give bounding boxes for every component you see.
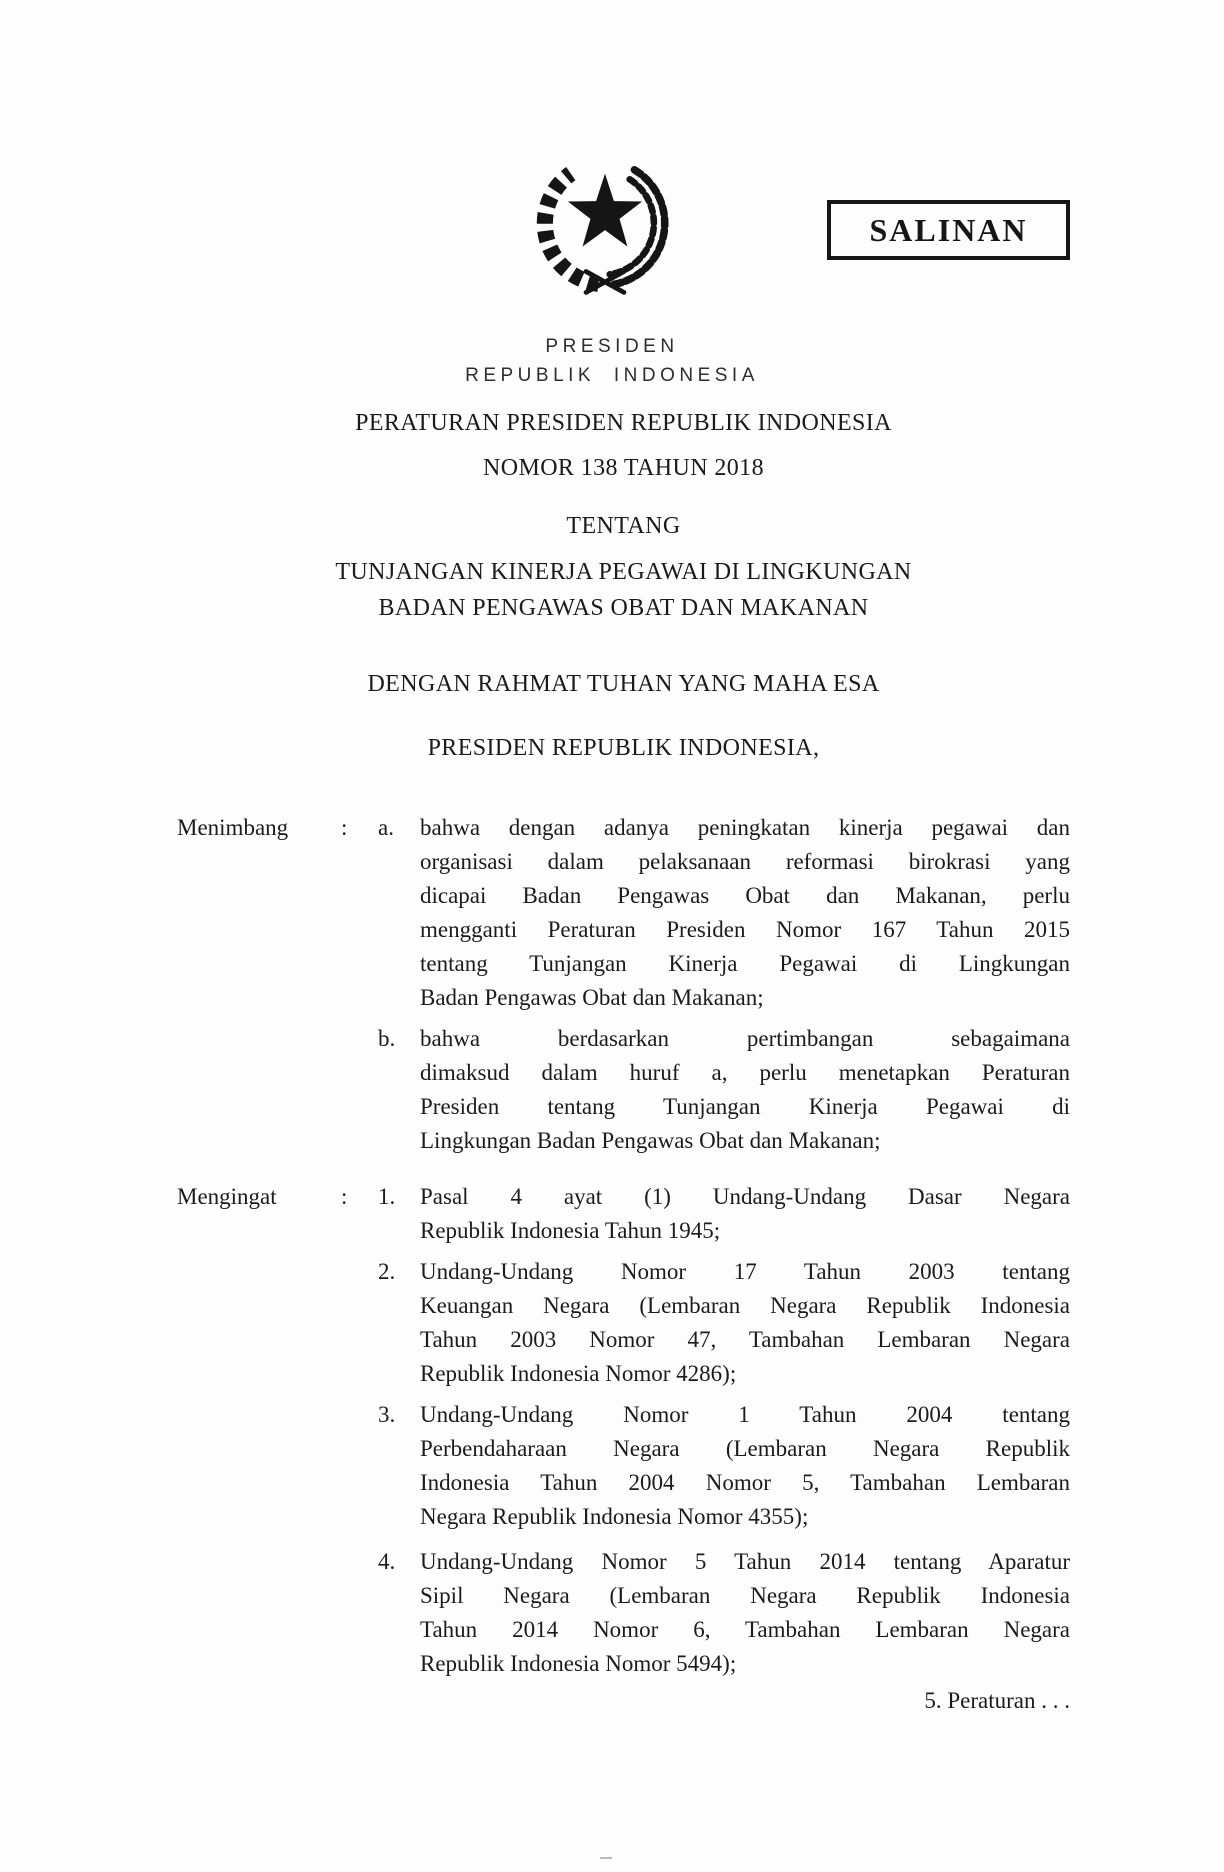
- item-text: [420, 811, 1070, 1015]
- item-marker: 2.: [378, 1259, 396, 1284]
- scan-artifact-mark: [600, 1857, 612, 1859]
- text-line: Negara Republik Indonesia Nomor 4355);: [420, 1504, 809, 1529]
- item-marker: 1.: [378, 1184, 396, 1209]
- letterhead-line1: PRESIDEN: [545, 336, 679, 357]
- text-line: Republik Indonesia Nomor 5494);: [420, 1651, 737, 1676]
- subject-line1: TUNJANGAN KINERJA PEGAWAI DI LINGKUNGAN: [335, 559, 912, 585]
- text-line: Badan Pengawas Obat dan Makanan;: [420, 985, 764, 1010]
- clause-items: [378, 1180, 1070, 1681]
- page-catchword: 5. Peraturan . . .: [924, 1688, 1070, 1713]
- text-line: Sipil Negara (Lembaran Negara Republik Indonesia: [420, 1583, 1070, 1608]
- regulation-title: PERATURAN PRESIDEN REPUBLIK INDONESIA: [355, 410, 892, 436]
- item-text: [420, 1180, 1070, 1248]
- presidential-seal-icon: [529, 146, 681, 302]
- text-line: organisasi dalam pelaksanaan reformasi birokrasi yang: [420, 849, 1070, 874]
- item-text: [420, 1255, 1070, 1391]
- regulation-number: NOMOR 138 TAHUN 2018: [483, 455, 764, 481]
- text-line: Undang-Undang Nomor 1 Tahun 2004 tentang: [420, 1402, 1070, 1427]
- text-line: Republik Indonesia Nomor 4286);: [420, 1361, 737, 1386]
- text-line: Tahun 2014 Nomor 6, Tambahan Lembaran Negara: [420, 1617, 1070, 1642]
- text-line: Pasal 4 ayat (1) Undang-Undang Dasar Negara: [420, 1184, 1070, 1209]
- clause-menimbang: [177, 811, 1070, 1158]
- text-line: dimaksud dalam huruf a, perlu menetapkan Peraturan: [420, 1060, 1070, 1085]
- invocation-line: DENGAN RAHMAT TUHAN YANG MAHA ESA: [367, 671, 880, 697]
- text-line: Indonesia Tahun 2004 Nomor 5, Tambahan Lembaran: [420, 1470, 1070, 1495]
- item-marker: a.: [378, 815, 394, 840]
- clause-label: Menimbang: [177, 815, 289, 840]
- star-icon: [568, 174, 642, 247]
- salinan-stamp: [827, 200, 1070, 260]
- text-line: Keuangan Negara (Lembaran Negara Republik Indonesia: [420, 1293, 1070, 1318]
- clause-label: Mengingat: [177, 1184, 277, 1209]
- list-item: [378, 1398, 1070, 1534]
- clauses-block: [177, 811, 1070, 1681]
- clause-items: [378, 811, 1070, 1158]
- item-text: [420, 1398, 1070, 1534]
- list-item: [378, 1180, 1070, 1248]
- letterhead: [0, 332, 1224, 390]
- text-line: bahwa berdasarkan pertimbangan sebagaimana: [420, 1026, 1070, 1051]
- text-line: mengganti Peraturan Presiden Nomor 167 Tahun 2015: [420, 917, 1070, 942]
- list-item: [378, 1022, 1070, 1158]
- tentang-label: TENTANG: [566, 513, 681, 539]
- clause-mengingat: [177, 1180, 1070, 1681]
- text-line: Undang-Undang Nomor 5 Tahun 2014 tentang Aparatur: [420, 1549, 1070, 1574]
- issuer-line: PRESIDEN REPUBLIK INDONESIA,: [427, 735, 820, 761]
- text-line: Presiden tentang Tunjangan Kinerja Pegawai di: [420, 1094, 1070, 1119]
- item-text: [420, 1545, 1070, 1681]
- list-item: [378, 1545, 1070, 1681]
- salinan-stamp-label: SALINAN: [869, 211, 1028, 248]
- text-line: Republik Indonesia Tahun 1945;: [420, 1218, 721, 1243]
- list-item: [378, 811, 1070, 1015]
- text-line: tentang Tunjangan Kinerja Pegawai di Lingkungan: [420, 951, 1070, 976]
- list-item: [378, 1255, 1070, 1391]
- text-line: bahwa dengan adanya peningkatan kinerja pegawai dan: [420, 815, 1070, 840]
- presidential-seal-svg: [529, 146, 681, 302]
- item-marker: 4.: [378, 1549, 396, 1574]
- clause-colon: :: [341, 815, 348, 840]
- text-line: Perbendaharaan Negara (Lembaran Negara Republik: [420, 1436, 1070, 1461]
- item-marker: b.: [378, 1026, 396, 1051]
- text-line: Undang-Undang Nomor 17 Tahun 2003 tentang: [420, 1259, 1070, 1284]
- subject-line2: BADAN PENGAWAS OBAT DAN MAKANAN: [378, 595, 869, 621]
- item-text: [420, 1022, 1070, 1158]
- clause-colon: :: [341, 1184, 348, 1209]
- item-marker: 3.: [378, 1402, 396, 1427]
- text-line: dicapai Badan Pengawas Obat dan Makanan, perlu: [420, 883, 1070, 908]
- text-line: Tahun 2003 Nomor 47, Tambahan Lembaran Negara: [420, 1327, 1070, 1352]
- text-line: Lingkungan Badan Pengawas Obat dan Makanan;: [420, 1128, 881, 1153]
- letterhead-line2: REPUBLIK INDONESIA: [465, 365, 759, 386]
